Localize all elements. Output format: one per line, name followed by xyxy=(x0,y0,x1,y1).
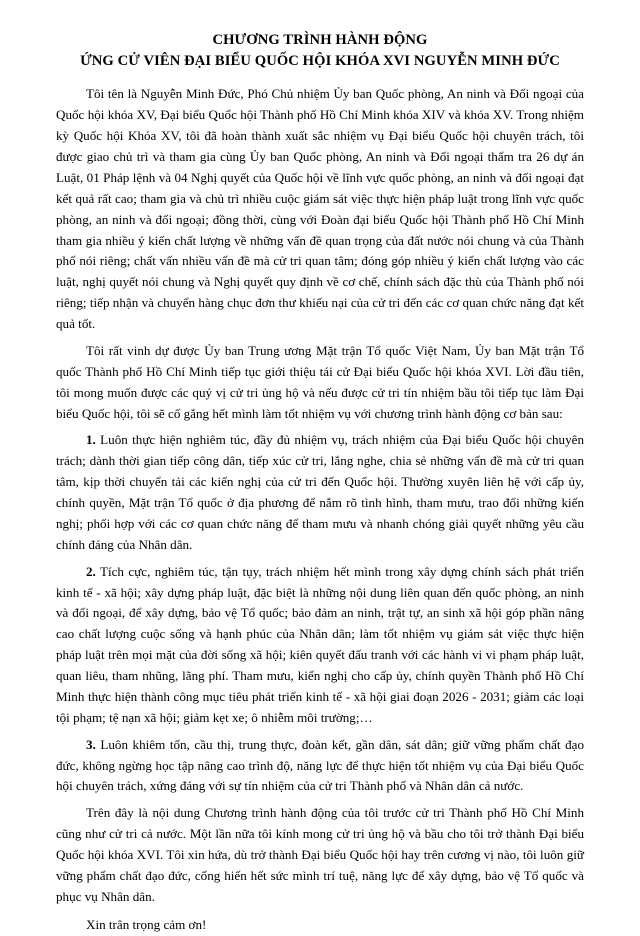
page-title xyxy=(56,30,584,71)
paragraph-intro xyxy=(56,84,584,335)
closing-line: Xin trân trọng cảm ơn! xyxy=(86,916,207,932)
paragraph-point-2 xyxy=(56,562,584,729)
paragraph-text: Tích cực, nghiêm túc, tận tụy, trách nhiệm hết mình trong xây dựng chính sách phát triển kinh tế - xã hội; xây dựng pháp luật, đặc biệt là những nội dung liên quan đến quốc phòng, an ninh và đối ngoại, để xây dựng, bảo vệ Tổ quốc; bảo đảm an ninh, trật tự, an sinh xã hội góp phần nâng cao chất lượng cuộc sống và hạnh phúc của Nhân dân; làm tốt nhiệm vụ giám sát việc thực hiện pháp luật trên mọi mặt của đời sống xã hội; kiên quyết đấu tranh với các hành vi vi phạm pháp luật, quan liêu, tham nhũng, lãng phí. Tham mưu, kiến nghị cho cấp ủy, chính quyền Thành phố Hồ Chí Minh thực hiện thành công mục tiêu phát triển kinh tế - xã hội giai đoạn 2026 - 2031; giảm các loại tội phạm; tệ nạn xã hội; giảm kẹt xe; ô nhiễm môi trường;… xyxy=(56,563,584,725)
paragraph-nomination xyxy=(56,341,584,425)
paragraph-number: 1. xyxy=(86,432,96,448)
paragraph-text: Luôn khiêm tốn, cầu thị, trung thực, đoàn kết, gần dân, sát dân; giữ vững phẩm chất đạo đức, không ngừng học tập nâng cao trình độ, năng lực để thực hiện tốt nhiệm vụ của Đại biểu Quốc hội chuyên trách, xứng đáng với sự tín nhiệm của cử tri Thành phố và Nhân dân cả nước. xyxy=(56,736,584,794)
title-line-2: ỨNG CỬ VIÊN ĐẠI BIỂU QUỐC HỘI KHÓA XVI NGUYỄN MINH ĐỨC xyxy=(80,52,560,69)
paragraph-conclusion xyxy=(56,803,584,907)
document-body xyxy=(56,84,584,935)
paragraph-text: Tôi rất vinh dự được Ủy ban Trung ương Mặt trận Tổ quốc Việt Nam, Ủy ban Mặt trận Tổ quốc Thành phố Hồ Chí Minh tiếp tục giới thiệu tái cử Đại biểu Quốc hội khóa XVI. Lời đầu tiên, tôi mong muốn được các quý vị cử tri ủng hộ và nếu được cử tri tín nhiệm bầu tôi tiếp tục làm Đại biểu Quốc hội, tôi sẽ cố gắng hết mình làm tốt nhiệm vụ với chương trình hành động cơ bản sau: xyxy=(56,342,584,421)
paragraph-number: 2. xyxy=(86,563,96,579)
paragraph-number: 3. xyxy=(86,736,96,752)
title-line-1: CHƯƠNG TRÌNH HÀNH ĐỘNG xyxy=(212,32,428,48)
paragraph-text: Luôn thực hiện nghiêm túc, đầy đủ nhiệm vụ, trách nhiệm của Đại biểu Quốc hội chuyên trách; dành thời gian tiếp công dân, tiếp xúc cử tri, lắng nghe, chia sẻ những vấn đề mà cử tri quan tâm, kịp thời chuyển tải các kiến nghị của cử tri đến Quốc hội. Thường xuyên liên hệ với cấp ủy, chính quyền, Mặt trận Tổ quốc ở địa phương để nắm rõ tình hình, tham mưu, trao đổi những kiến nghị; phối hợp với các cơ quan chức năng để tham mưu và nhanh chóng giải quyết những yêu cầu chính đáng của Nhân dân. xyxy=(56,432,584,552)
paragraph-text: Trên đây là nội dung Chương trình hành động của tôi trước cử tri Thành phố Hồ Chí Minh cũng như cử tri cả nước. Một lần nữa tôi kính mong cử tri ủng hộ và bầu cho tôi trở thành Đại biểu Quốc hội khóa XVI. Tôi xin hứa, dù trở thành Đại biểu Quốc hội hay trên cương vị nào, tôi luôn giữ vững phẩm chất đạo đức, cống hiến hết sức mình trí tuệ, năng lực để xây dựng, bảo vệ Tổ quốc và phục vụ Nhân dân. xyxy=(56,805,584,904)
paragraph-point-1 xyxy=(56,430,584,555)
paragraph-text: Tôi tên là Nguyễn Minh Đức, Phó Chủ nhiệm Ủy ban Quốc phòng, An ninh và Đối ngoại của Quốc hội khóa XV, Đại biểu Quốc hội Thành phố Hồ Chí Minh khóa XIV và khóa XV. Trong nhiệm kỳ Quốc hội Khóa XV, tôi đã hoàn thành xuất sắc nhiệm vụ Đại biểu Quốc hội chuyên trách, tôi được giao chủ trì và tham gia cùng Ủy ban Quốc phòng, An ninh và Đối ngoại thẩm tra 26 dự án Luật, 01 Pháp lệnh và 04 Nghị quyết của Quốc hội về lĩnh vực quốc phòng, an ninh và đối ngoại đạt kết quả rất cao; tham gia và chủ trì nhiều cuộc giám sát việc thực hiện pháp luật trong lĩnh vực quốc phòng, an ninh và đối ngoại; đồng thời, cùng với Đoàn đại biểu Quốc hội Thành phố Hồ Chí Minh tham gia nhiều ý kiến chất lượng về những vấn đề quan trọng của đất nước nói chung và của Thành phố nói riêng; chất vấn nhiều vấn đề mà cử tri quan tâm; đóng góp nhiều ý kiến chất lượng vào các luật, nghị quyết nói chung và Nghị quyết quy định về cơ chế, chính sách đặc thù của Thành phố nói riêng; tiếp nhận và chuyển hàng chục đơn thư khiếu nại của cử tri đến các cơ quan chức năng đạt kết quả tốt. xyxy=(56,86,584,332)
paragraph-point-3 xyxy=(56,735,584,798)
